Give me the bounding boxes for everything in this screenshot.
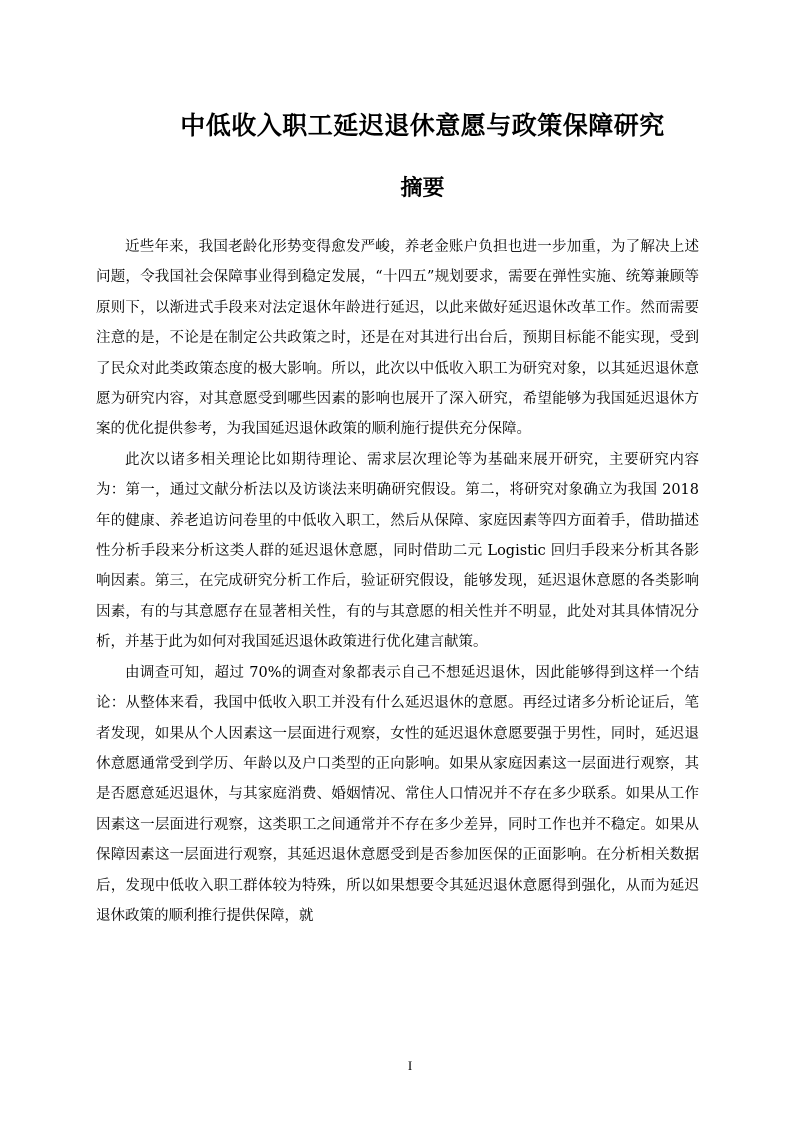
page-number: I	[407, 1058, 413, 1073]
abstract-paragraph-3: 由调查可知，超过 70%的调查对象都表示自己不想延迟退休，因此能够得到这样一个结论：从整体来看，我国中低收入职工并没有什么延迟退休的意愿。再经过诸多分析论证后，笔者发现，如果从个人因素这一层面进行观察，女性的延迟退休意愿要强于男性，同时，延迟退休意愿通常受到学历、年龄以及户口类型的正向影响。如果从家庭因素这一层面进行观察，其是否愿意延迟退休，与其家庭消费、婚姻情况、常住人口情况并不存在多少联系。如果从工作因素这一层面进行观察，这类职工之间通常并不存在多少差异，同时工作也并不稳定。如果从保障因素这一层面进行观察，其延迟退休意愿受到是否参加医保的正面影响。在分析相关数据后，发现中低收入职工群体较为特殊，所以如果想要令其延迟退休意愿得到强化，从而为延迟退休政策的顺利推行提供保障，就	[96, 664, 699, 924]
abstract-paragraph-1: 近些年来，我国老龄化形势变得愈发严峻，养老金账户负担也进一步加重，为了解决上述问题，令我国社会保障事业得到稳定发展，“十四五”规划要求，需要在弹性实施、统筹兼顾等原则下，以渐进式手段来对法定退休年龄进行延迟，以此来做好延迟退休改革工作。然而需要注意的是，不论是在制定公共政策之时，还是在对其进行出台后，预期目标能不能实现，受到了民众对此类政策态度的极大影响。所以，此次以中低收入职工为研究对象，以其延迟退休意愿为研究内容，对其意愿受到哪些因素的影响也展开了深入研究，希望能够为我国延迟退休方案的优化提供参考，为我国延迟退休政策的顺利施行提供充分保障。	[96, 239, 699, 438]
abstract-heading: 摘要	[400, 176, 445, 201]
document-title: 中低收入职工延迟退休意愿与政策保障研究	[180, 111, 665, 140]
abstract-body	[96, 232, 699, 931]
abstract-paragraph-2: 此次以诸多相关理论比如期待理论、需求层次理论等为基础来展开研究，主要研究内容为：第一，通过文献分析法以及访谈法来明确研究假设。第二，将研究对象确立为我国 2018 年的健康、养老追访问卷里的中低收入职工，然后从保障、家庭因素等四方面着手，借助描述性分析手段来分析这类人群的延迟退休意愿，同时借助二元 Logistic 回归手段来分析其各影响因素。第三，在完成研究分析工作后，验证研究假设，能够发现，延迟退休意愿的各类影响因素，有的与其意愿存在显著相关性，有的与其意愿的相关性并不明显，此处对其具体情况分析，并基于此为如何对我国延迟退休政策进行优化建言献策。	[96, 451, 699, 651]
